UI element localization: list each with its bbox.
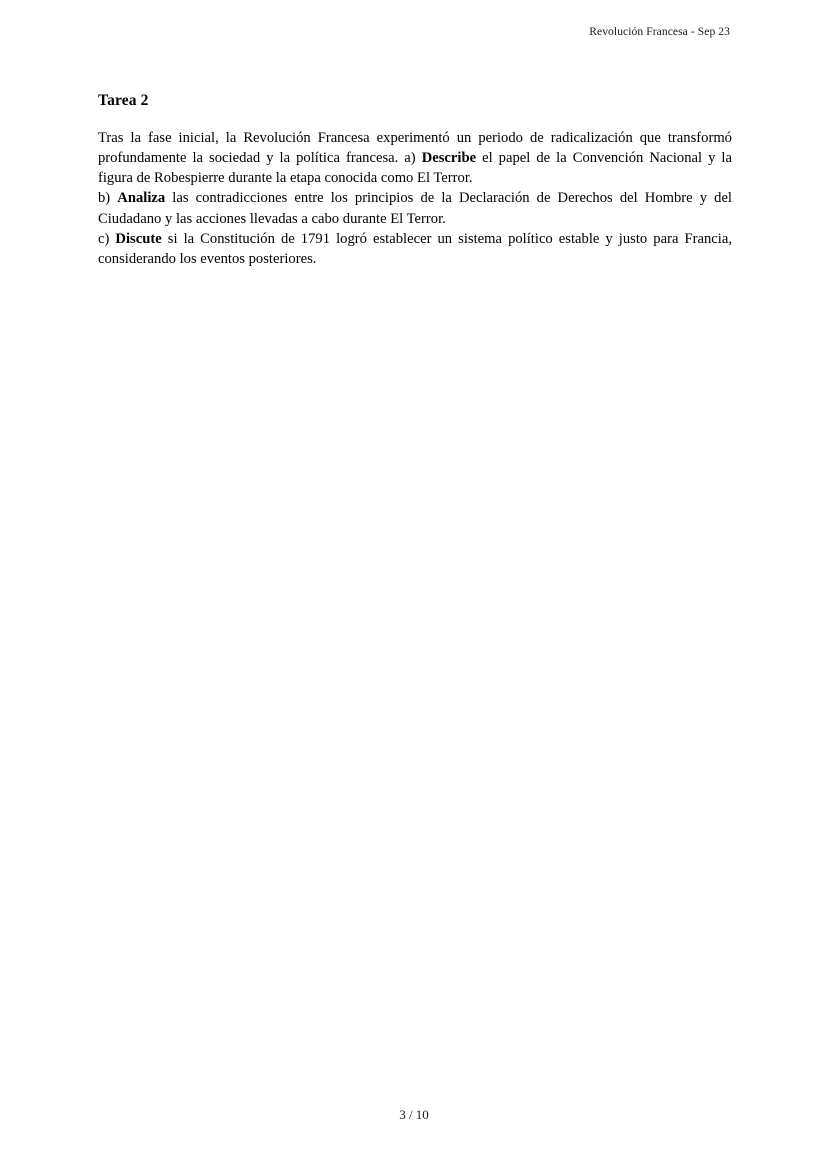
paragraph-c — [98, 229, 732, 269]
page-title: Tarea 2 — [98, 92, 149, 109]
text-run: si la Constitución de 1791 logró establecer un sistema político estable y justo para Francia, considerando los eventos posteriores. — [98, 230, 732, 267]
emphasis-term: Discute — [115, 230, 162, 247]
emphasis-term: Describe — [421, 150, 477, 167]
running-header: Revolución Francesa - Sep 23 — [589, 26, 730, 38]
text-run: Tras la fase inicial, la Revolución Francesa experimentó un periodo de radicalización que transformó profundamente la sociedad y la política francesa. a) — [98, 130, 732, 167]
paragraph-b — [98, 188, 732, 228]
page-number: 3 / 10 — [399, 1107, 429, 1122]
emphasis-term: Analiza — [117, 190, 166, 207]
text-run: el papel de la Convención Nacional y la figura de Robespierre durante la etapa conocida como El Terror. — [98, 150, 732, 187]
page-content — [98, 92, 732, 269]
text-run: c) — [98, 230, 116, 247]
text-run: b) — [98, 190, 118, 207]
paragraph-a — [98, 128, 732, 188]
text-run: las contradicciones entre los principios de la Declaración de Derechos del Hombre y del Ciudadano y las acciones llevadas a cabo durante El Terror. — [98, 190, 732, 227]
